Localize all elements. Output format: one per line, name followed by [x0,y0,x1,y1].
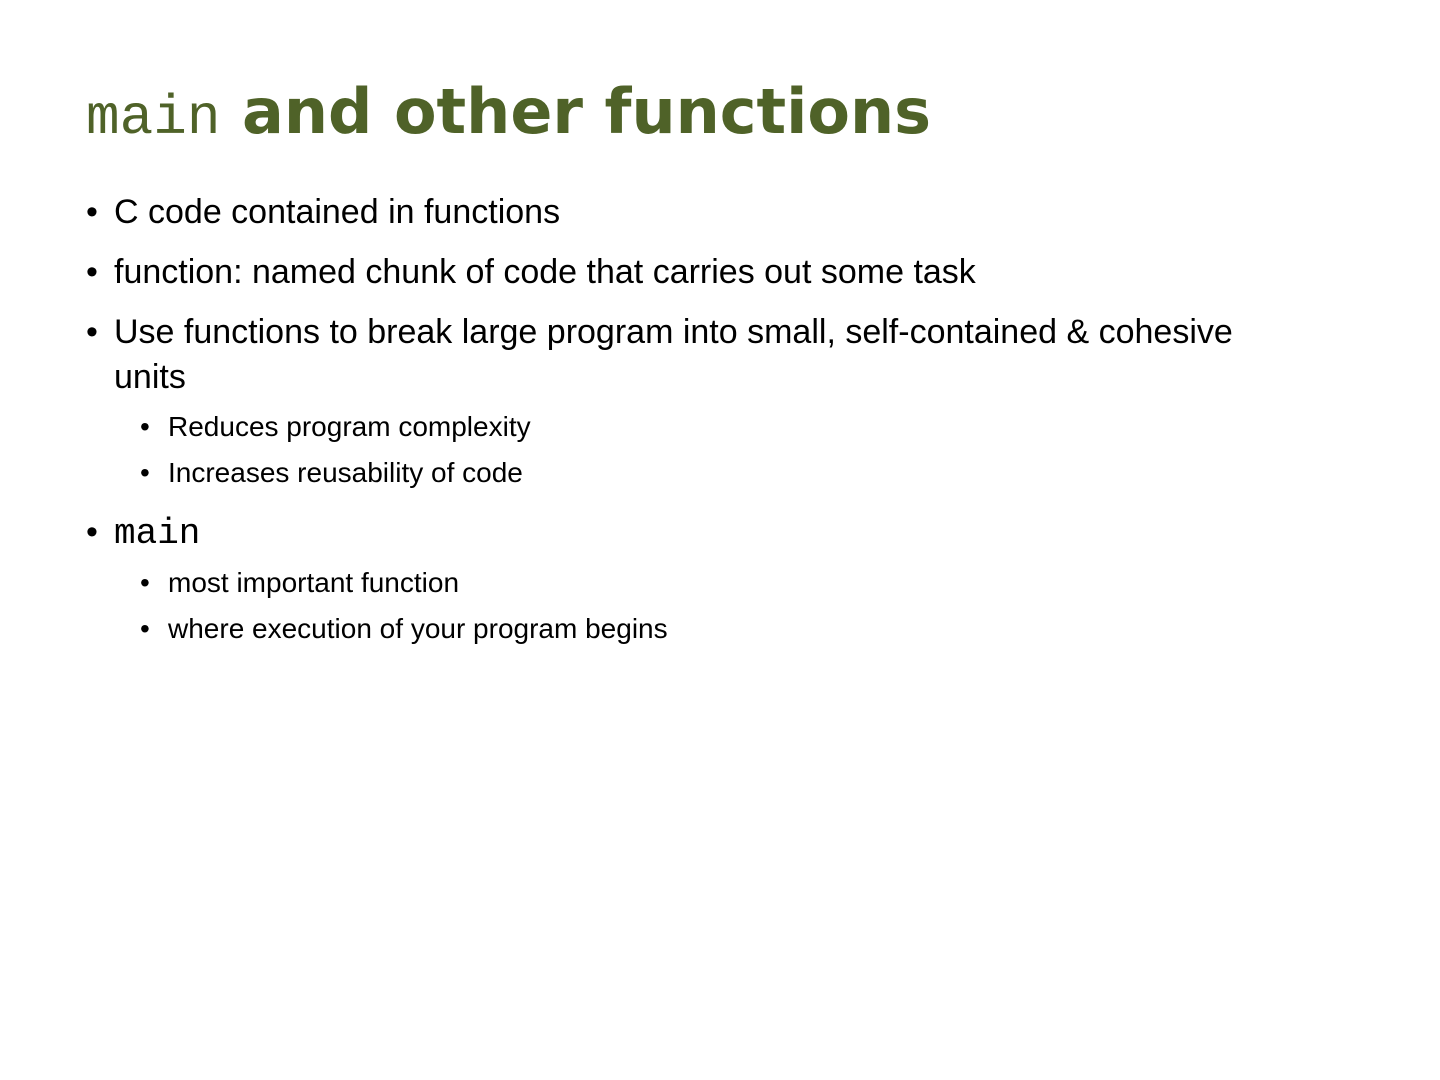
sub-bullet-item [86,610,1266,648]
bullet-dot: • [140,411,150,442]
bullet-dot: • [140,567,150,598]
bullet-dot: • [86,253,98,291]
bullet-list [86,190,1266,656]
bullet-text: function: named chunk of code that carries out some task [114,253,976,291]
sub-bullet-item [86,564,1266,602]
sub-bullet-text: Increases reusability of code [168,457,523,488]
bullet-code: main [114,513,201,554]
bullet-dot: • [86,193,98,231]
bullet-dot: • [86,513,98,551]
bullet-item [86,510,1266,556]
sub-bullet-item [86,408,1266,446]
slide-title [86,72,931,158]
sub-bullet-text: most important function [168,567,460,598]
bullet-item [86,250,1266,295]
title-text: and other functions [220,75,932,148]
sub-bullet-text: where execution of your program begins [168,613,668,644]
sub-bullet-item [86,454,1266,492]
sub-bullet-text: Reduces program complexity [168,411,531,442]
bullet-dot: • [86,313,98,351]
bullet-item [86,190,1266,235]
bullet-dot: • [140,613,150,644]
bullet-text: Use functions to break large program into small, self-contained & cohesive units [114,313,1233,396]
title-code: main [86,86,221,150]
bullet-dot: • [140,457,150,488]
bullet-item [86,310,1266,400]
bullet-text: C code contained in functions [114,193,561,231]
